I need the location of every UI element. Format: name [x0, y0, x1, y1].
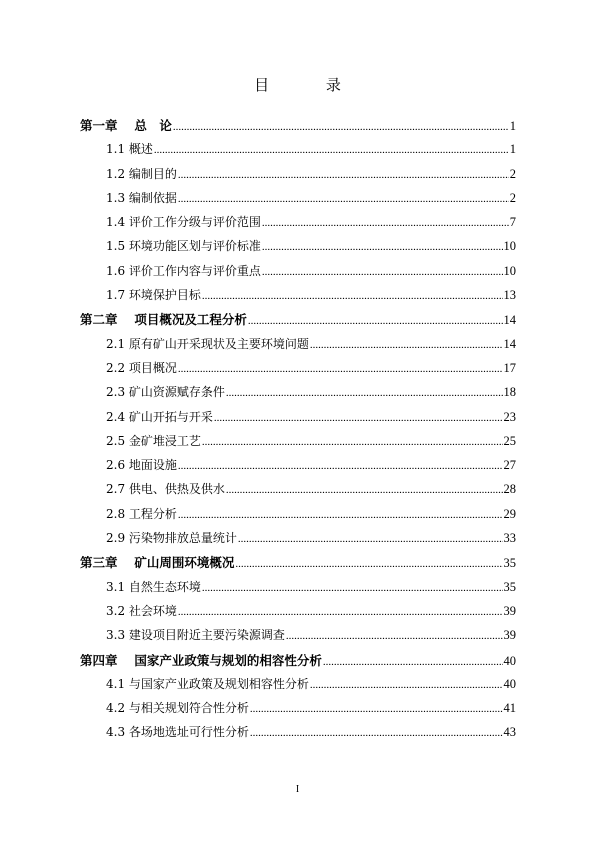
toc-dot-leader	[226, 385, 503, 399]
toc-entry-page-number: 10	[503, 263, 516, 278]
toc-entry-page-number: 1	[509, 119, 516, 133]
toc-section-entry[interactable]	[80, 456, 516, 480]
toc-dot-leader	[323, 653, 503, 668]
toc-entry-page-number: 14	[503, 336, 516, 351]
toc-entry-page-number: 27	[503, 458, 516, 473]
page-title: 目 录	[254, 76, 367, 94]
toc-section-entry[interactable]	[80, 432, 516, 456]
toc-section-entry[interactable]	[80, 723, 516, 747]
toc-entry-label: 1.1 概述	[106, 142, 153, 157]
toc-entry-page-number: 39	[503, 628, 516, 643]
toc-entry-label: 1.7 环境保护目标	[106, 288, 201, 303]
toc-dot-leader	[202, 288, 503, 302]
toc-entry-page-number: 33	[503, 531, 516, 546]
toc-dot-leader	[238, 531, 503, 545]
toc-dot-leader	[286, 628, 503, 642]
toc-entry-label: 4.2 与相关规划符合性分析	[106, 701, 249, 716]
toc-dot-leader	[262, 239, 503, 253]
toc-section-entry[interactable]	[80, 699, 516, 723]
toc-dot-leader	[154, 142, 509, 156]
toc-dot-leader	[178, 167, 509, 181]
toc-dot-leader	[250, 701, 503, 715]
toc-section-entry[interactable]	[80, 383, 516, 407]
toc-chapter-entry[interactable]	[80, 651, 516, 675]
toc-chapter-entry[interactable]	[80, 310, 516, 334]
toc-section-entry[interactable]	[80, 505, 516, 529]
toc-entry-page-number: 23	[503, 409, 516, 424]
toc-entry-label: 2.1 原有矿山开采现状及主要环境问题	[106, 336, 309, 351]
toc-entry-page-number: 13	[503, 288, 516, 303]
toc-entry-page-number: 43	[503, 725, 516, 740]
toc-section-entry[interactable]	[80, 359, 516, 383]
toc-dot-leader	[178, 458, 503, 472]
toc-entry-label: 1.3 编制依据	[106, 190, 177, 205]
toc-entry-label: 3.3 建设项目附近主要污染源调查	[106, 628, 285, 643]
toc-entry-page-number: 14	[503, 313, 516, 328]
toc-entry-page-number: 10	[503, 239, 516, 254]
toc-entry-label: 2.4 矿山开拓与开采	[106, 409, 213, 424]
toc-entry-page-number: 35	[503, 579, 516, 594]
toc-dot-leader	[178, 507, 503, 521]
toc-entry-label: 2.5 金矿堆浸工艺	[106, 433, 201, 448]
toc-entry-page-number: 28	[503, 482, 516, 497]
toc-section-entry[interactable]	[80, 213, 516, 237]
toc-dot-leader	[178, 604, 503, 618]
toc-dot-leader	[310, 677, 503, 691]
toc-section-entry[interactable]	[80, 675, 516, 699]
toc-dot-leader	[178, 361, 503, 375]
toc-entry-label: 第四章 国家产业政策与规划的相容性分析	[80, 652, 322, 668]
toc-section-entry[interactable]	[80, 408, 516, 432]
toc-entry-label: 2.6 地面设施	[106, 458, 177, 473]
toc-section-entry[interactable]	[80, 262, 516, 286]
toc-entry-page-number: 40	[503, 676, 516, 691]
toc-dot-leader	[235, 555, 502, 570]
toc-section-entry[interactable]	[80, 529, 516, 553]
toc-entry-label: 2.8 工程分析	[106, 506, 177, 521]
toc-entry-page-number: 18	[503, 385, 516, 400]
toc-entry-page-number: 7	[509, 215, 516, 230]
toc-entry-page-number: 39	[503, 603, 516, 618]
toc-entry-label: 4.1 与国家产业政策及规划相容性分析	[106, 676, 309, 691]
toc-entry-label: 2.9 污染物排放总量统计	[106, 531, 237, 546]
toc-section-entry[interactable]	[80, 140, 516, 164]
toc-entry-label: 第三章 矿山周围环境概况	[80, 555, 235, 571]
toc-dot-leader	[214, 410, 503, 424]
toc-entry-page-number: 29	[503, 506, 516, 521]
toc-entry-page-number: 17	[503, 360, 516, 375]
toc-section-entry[interactable]	[80, 165, 516, 189]
toc-entry-label: 第二章 项目概况及工程分析	[80, 312, 247, 328]
page-number: I	[295, 784, 300, 795]
toc-dot-leader	[262, 215, 509, 229]
toc-dot-leader	[173, 118, 509, 133]
toc-entry-label: 1.4 评价工作分级与评价范围	[106, 215, 261, 230]
toc-entry-label: 3.2 社会环境	[106, 603, 177, 618]
toc-section-entry[interactable]	[80, 335, 516, 359]
toc-entry-page-number: 40	[503, 653, 516, 668]
toc-section-entry[interactable]	[80, 189, 516, 213]
toc-entry-label: 2.7 供电、供热及供水	[106, 482, 225, 497]
toc-dot-leader	[248, 312, 503, 327]
toc-entry-page-number: 1	[509, 142, 516, 157]
toc-dot-leader	[262, 264, 503, 278]
toc-entry-label: 1.6 评价工作内容与评价重点	[106, 263, 261, 278]
toc-entry-label: 第一章 总 论	[80, 118, 172, 133]
toc-entry-label: 1.2 编制目的	[106, 166, 177, 181]
toc-dot-leader	[250, 725, 503, 739]
toc-dot-leader	[202, 580, 503, 594]
toc-entry-label: 2.2 项目概况	[106, 360, 177, 375]
toc-dot-leader	[202, 434, 503, 448]
toc-chapter-entry[interactable]	[80, 553, 516, 577]
toc-entry-label: 3.1 自然生态环境	[106, 579, 201, 594]
toc-entry-page-number: 2	[509, 166, 516, 181]
toc-section-entry[interactable]	[80, 480, 516, 504]
toc-dot-leader	[178, 191, 509, 205]
toc-section-entry[interactable]	[80, 602, 516, 626]
toc-dot-leader	[226, 482, 503, 496]
toc-entry-page-number: 2	[509, 190, 516, 205]
toc-entry-label: 2.3 矿山资源赋存条件	[106, 385, 225, 400]
toc-entry-label: 1.5 环境功能区划与评价标准	[106, 239, 261, 254]
toc-entry-page-number: 25	[503, 433, 516, 448]
toc-entry-label: 4.3 各场地选址可行性分析	[106, 725, 249, 740]
table-of-contents	[80, 116, 516, 748]
toc-chapter-entry[interactable]	[80, 116, 516, 140]
toc-section-entry[interactable]	[80, 578, 516, 602]
toc-dot-leader	[310, 337, 503, 351]
toc-section-entry[interactable]	[80, 286, 516, 310]
toc-section-entry[interactable]	[80, 237, 516, 261]
toc-entry-page-number: 41	[503, 701, 516, 716]
toc-entry-page-number: 35	[503, 556, 516, 571]
toc-section-entry[interactable]	[80, 626, 516, 650]
